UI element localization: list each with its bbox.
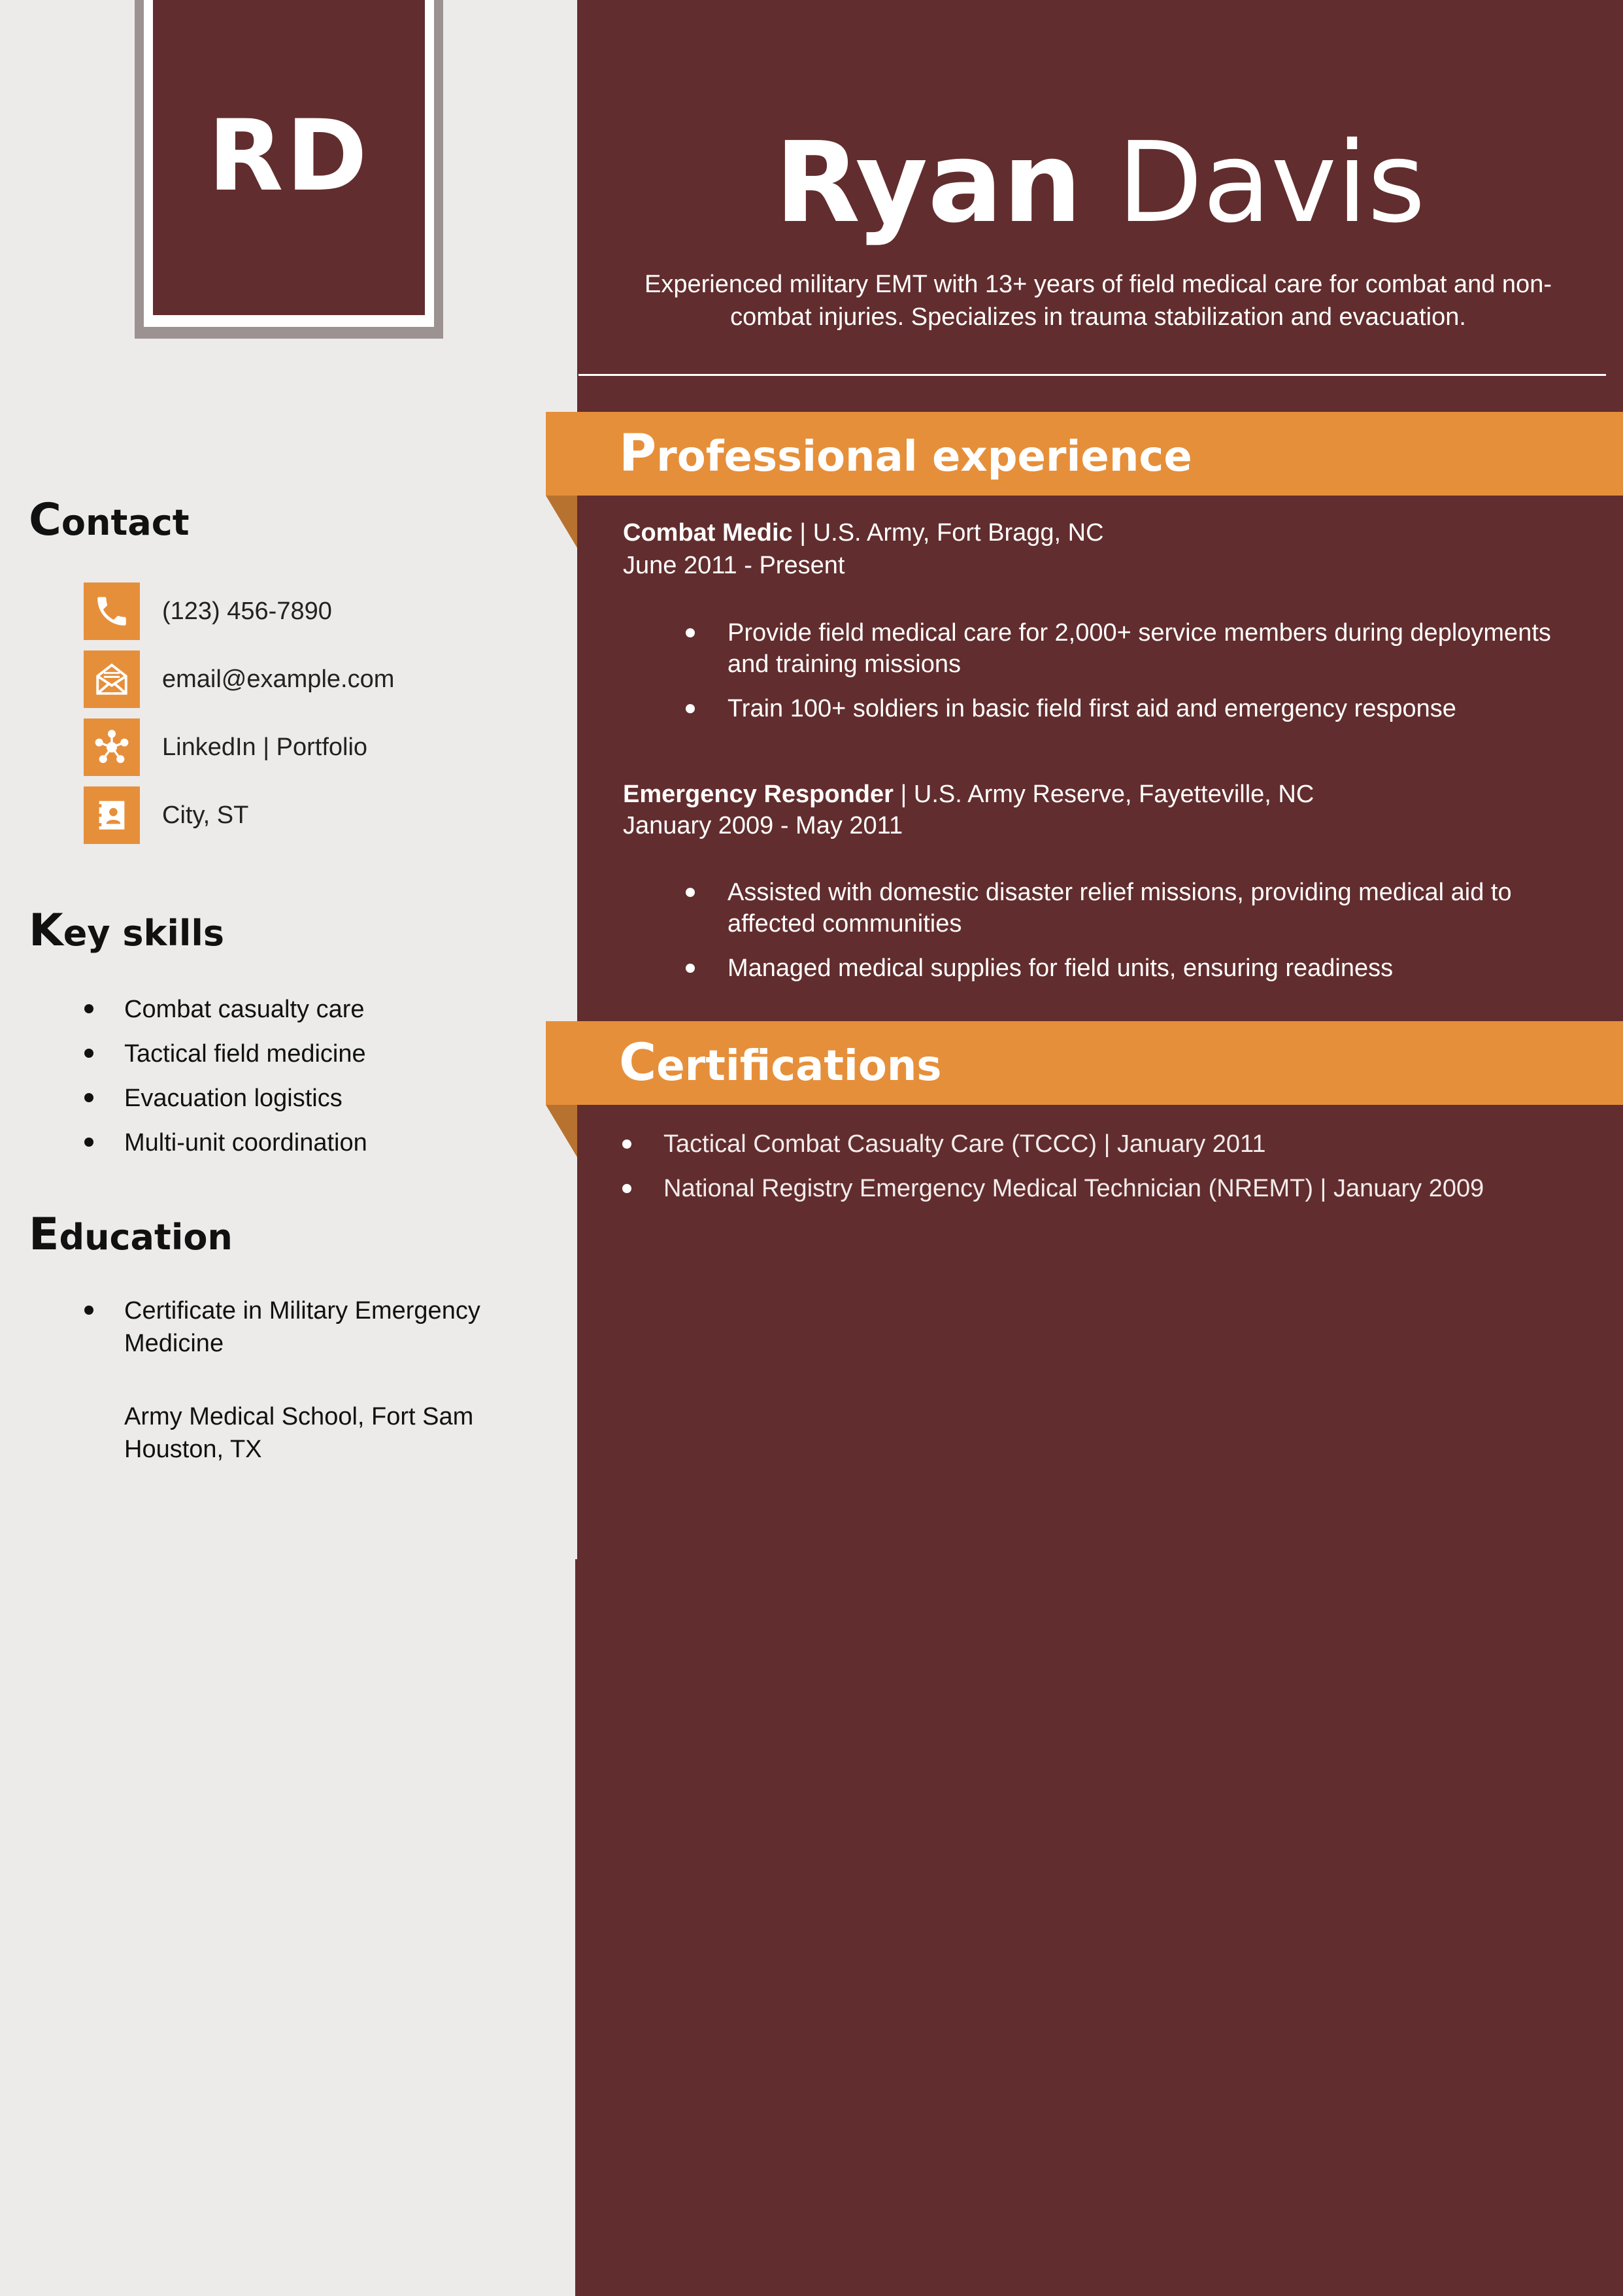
contact-links — [84, 718, 367, 776]
job-bullets — [728, 617, 1597, 737]
network-icon — [84, 718, 140, 776]
monogram-box — [153, 0, 425, 315]
job-role: Emergency Responder — [623, 781, 894, 808]
experience-banner-fold — [546, 496, 577, 548]
job-title-line — [623, 778, 1314, 811]
first-name: Ryan — [775, 118, 1082, 248]
links-text: LinkedIn | Portfolio — [162, 733, 368, 761]
certifications-heading: Certifications — [619, 1034, 942, 1092]
monogram-initials: RD — [207, 99, 370, 213]
job-bullets — [728, 877, 1597, 997]
skills-heading: Key skills — [29, 905, 225, 956]
candidate-name — [577, 111, 1623, 255]
contact-heading: Contact — [29, 494, 190, 546]
certifications-banner-fold — [546, 1105, 577, 1157]
last-name: Davis — [1117, 118, 1426, 248]
list-item: Managed medical supplies for field units, ensuring readiness — [728, 953, 1597, 984]
list-item: Certificate in Military Emergency Medicine — [124, 1294, 543, 1360]
address-card-icon — [84, 786, 140, 844]
education-heading: Education — [29, 1209, 233, 1260]
job-role: Combat Medic — [623, 519, 793, 547]
list-item: Assisted with domestic disaster relief missions, providing medical aid to affected communities — [728, 877, 1597, 939]
job-title-line — [623, 516, 1104, 549]
job-org: | U.S. Army, Fort Bragg, NC — [792, 519, 1104, 547]
education-school: Army Medical School, Fort Sam Houston, TX — [124, 1403, 474, 1463]
experience-heading: Professional experience — [619, 424, 1192, 483]
location-text: City, ST — [162, 801, 249, 829]
phone-text: (123) 456-7890 — [162, 597, 332, 625]
skills-list — [124, 993, 543, 1171]
list-item: Evacuation logistics — [124, 1082, 543, 1115]
contact-email — [84, 650, 394, 708]
contact-phone — [84, 582, 332, 640]
contact-location — [84, 786, 248, 844]
education-list — [124, 1294, 543, 1372]
list-item: Provide field medical care for 2,000+ service members during deployments and training missions — [728, 617, 1597, 680]
certifications-list — [663, 1128, 1592, 1217]
list-item: Tactical Combat Casualty Care (TCCC) | January 2011 — [663, 1128, 1592, 1160]
job-dates: January 2009 - May 2011 — [623, 812, 903, 839]
email-icon — [84, 650, 140, 708]
job-dates: June 2011 - Present — [623, 552, 845, 579]
right-column-edge — [575, 1559, 582, 2296]
list-item: Multi-unit coordination — [124, 1126, 543, 1159]
phone-icon — [84, 582, 140, 640]
email-text: email@example.com — [162, 665, 395, 693]
profile-summary: Experienced military EMT with 13+ years of field medical care for combat and non-combat injuries. Specializes in trauma stabilization and evacuation. — [644, 271, 1552, 331]
list-item: National Registry Emergency Medical Technician (NREMT) | January 2009 — [663, 1173, 1592, 1204]
job-org: | U.S. Army Reserve, Fayetteville, NC — [893, 781, 1314, 808]
header-divider — [578, 374, 1606, 376]
list-item: Train 100+ soldiers in basic field first aid and emergency response — [728, 693, 1597, 724]
list-item: Combat casualty care — [124, 993, 543, 1026]
list-item: Tactical field medicine — [124, 1038, 543, 1070]
